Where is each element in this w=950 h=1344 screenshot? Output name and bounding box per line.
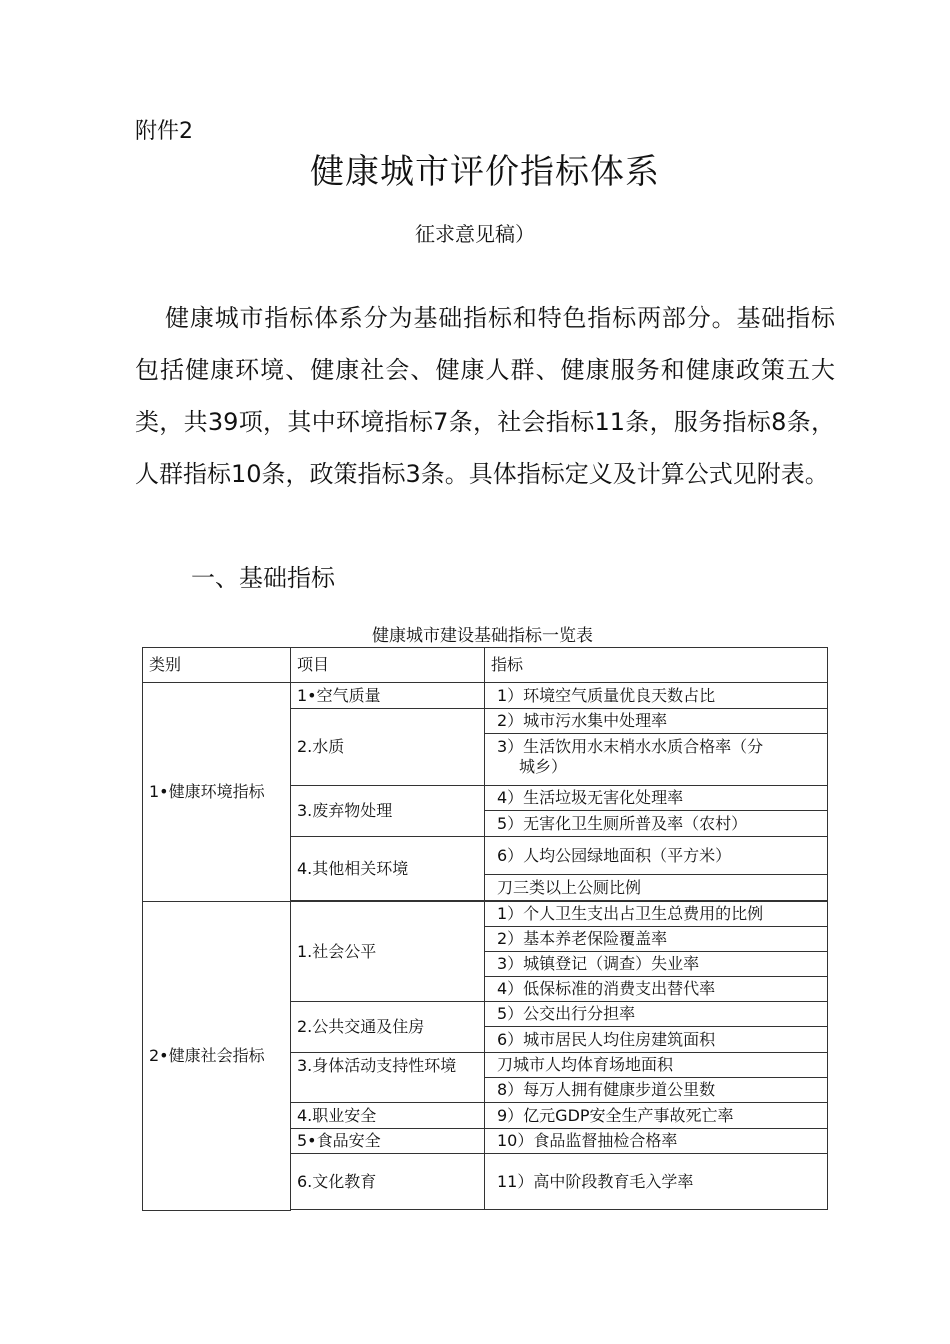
indicator-cell: 2）城市污水集中处理率 — [485, 709, 828, 734]
item-cell: 2.水质 — [291, 709, 485, 786]
table-header-row — [143, 648, 828, 683]
indicator-cell: 6）人均公园绿地面积（平方米） — [485, 837, 828, 875]
indicator-cell: 10）食品监督抽检合格率 — [485, 1129, 828, 1154]
item-cell: 3.废弃物处理 — [291, 786, 485, 837]
item-cell: 5•食品安全 — [291, 1129, 485, 1154]
header-item: 项目 — [291, 648, 485, 683]
document-subtitle: 征求意见稿） — [415, 222, 535, 246]
indicator-cell: 2）基本养老保险覆盖率 — [485, 927, 828, 952]
spacer-cell — [291, 1210, 828, 1211]
table-caption: 健康城市建设基础指标一览表 — [372, 626, 593, 646]
indicator-cell: 6）城市居民人均住房建筑面积 — [485, 1027, 828, 1053]
indicator-cell: 1）个人卫生支出占卫生总费用的比例 — [485, 902, 828, 927]
item-cell: 1•空气质量 — [291, 683, 485, 709]
header-indicator: 指标 — [485, 648, 828, 683]
table-row — [143, 683, 828, 709]
section-heading: 一、基础指标 — [191, 564, 335, 592]
indicator-cell: 4）生活垃圾无害化处理率 — [485, 786, 828, 811]
indicator-cell: 5）无害化卫生厕所普及率（农村） — [485, 811, 828, 837]
document-title: 健康城市评价指标体系 — [310, 152, 660, 192]
item-cell: 4.职业安全 — [291, 1103, 485, 1129]
indicator-line: 3）生活饮用水末梢水水质合格率（分 — [497, 737, 764, 756]
indicator-cell: 5）公交出行分担率 — [485, 1002, 828, 1027]
indicator-cell: 3）城镇登记（调查）失业率 — [485, 952, 828, 977]
indicator-table — [142, 647, 828, 1211]
attachment-label: 附件2 — [135, 119, 193, 144]
indicator-cell: 刀城市人均体育场地面积 — [485, 1053, 828, 1078]
item-cell: 2.公共交通及住房 — [291, 1002, 485, 1053]
indicator-cell — [485, 734, 828, 786]
intro-paragraph: 健康城市指标体系分为基础指标和特色指标两部分。基础指标包括健康环境、健康社会、健康人群、健康服务和健康政策五大类，共39项，其中环境指标7条，社会指标11条，服务指标8条，人群指标10条，政策指标3条。具体指标定义及计算公式见附表。 — [135, 304, 835, 488]
item-cell: 3.身体活动支持性环境 — [291, 1053, 485, 1103]
indicator-cell: 11）高中阶段教育毛入学率 — [485, 1154, 828, 1210]
item-cell: 6.文化教育 — [291, 1154, 485, 1210]
indicator-cell: 刀三类以上公厕比例 — [485, 875, 828, 901]
table-row — [143, 902, 828, 927]
header-category: 类别 — [143, 648, 291, 683]
indicator-cell: 8）每万人拥有健康步道公里数 — [485, 1078, 828, 1103]
indicator-cell: 4）低保标准的消费支出替代率 — [485, 977, 828, 1002]
category-cell: 2•健康社会指标 — [143, 902, 291, 1211]
item-cell: 1.社会公平 — [291, 902, 485, 1002]
item-cell: 4.其他相关环境 — [291, 837, 485, 901]
indicator-cell: 9）亿元GDP安全生产事故死亡率 — [485, 1103, 828, 1129]
indicator-line-continued: 城乡） — [519, 757, 568, 776]
indicator-cell: 1）环境空气质量优良天数占比 — [485, 683, 828, 709]
category-cell: 1•健康环境指标 — [143, 683, 291, 902]
